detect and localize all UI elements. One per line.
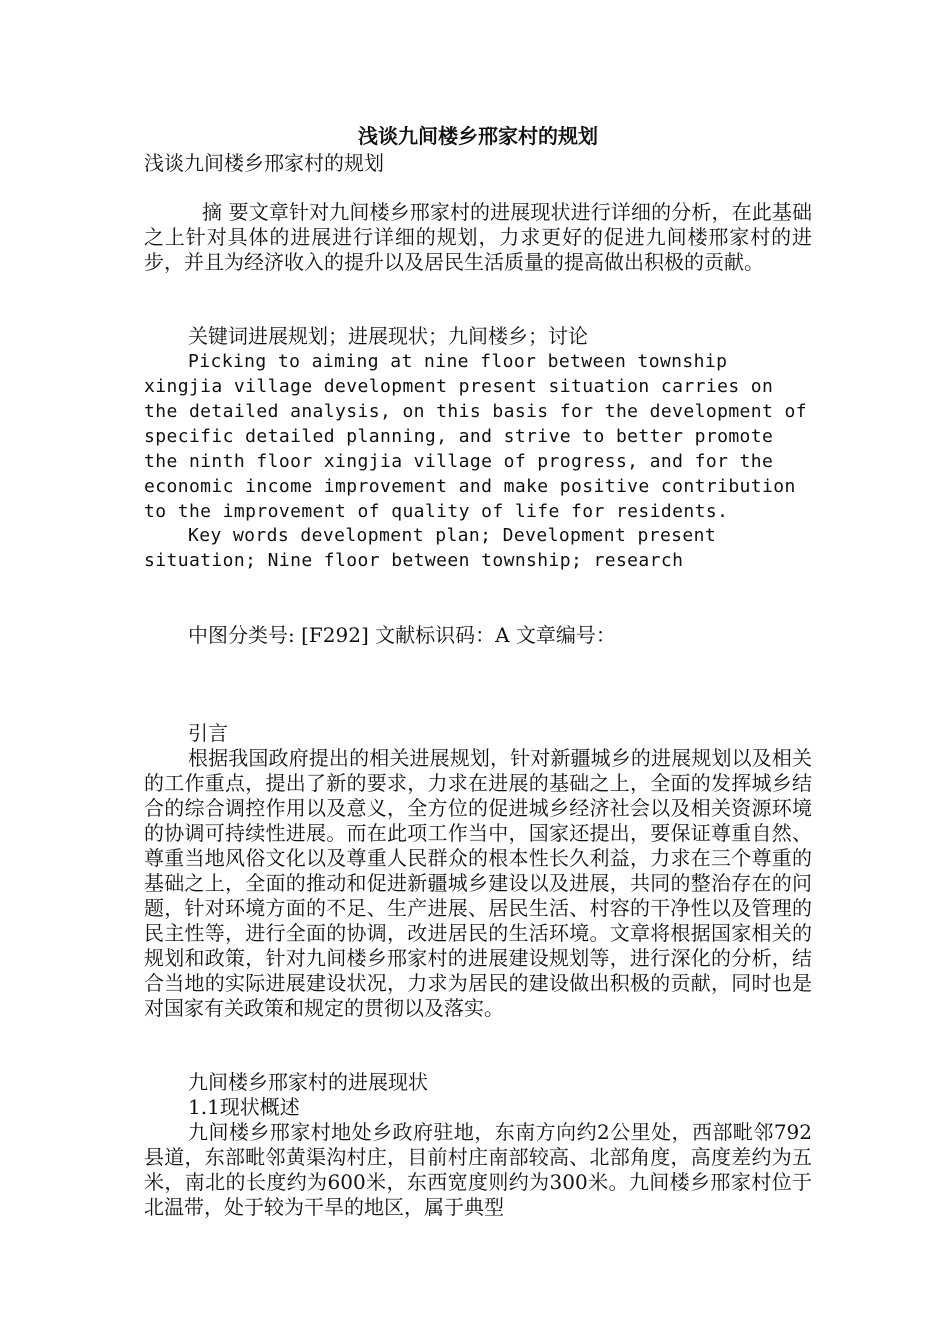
- abstract-paragraph: 摘 要文章针对九间楼乡邢家村的进展现状进行详细的分析，在此基础之上针对具体的进展进行详细的规划，力求更好的促进九间楼邢家村的进步，并且为经济收入的提升以及居民生活质量的提高做出积极的贡献。: [144, 200, 812, 274]
- intro-paragraph: 根据我国政府提出的相关进展规划，针对新疆城乡的进展规划以及相关的工作重点，提出了新的要求，力求在进展的基础之上，全面的发挥城乡结合的综合调控作用以及意义，全方位的促进城乡经济社会以及相关资源环境的协调可持续性进展。而在此项工作当中，国家还提出，要保证尊重自然、尊重当地风俗文化以及尊重人民群众的根本性长久利益，力求在三个尊重的基础之上，全面的推动和促进新疆城乡建设以及进展，共同的整治存在的问题，针对环境方面的不足、生产进展、居民生活、村容的干净性以及管理的民主性等，进行全面的协调，改进居民的生活环境。文章将根据国家相关的规划和政策，针对九间楼乡邢家村的进展建设规划等，进行深化的分析，结合当地的实际进展建设状况，力求为居民的建设做出积极的贡献，同时也是对国家有关政策和规定的贯彻以及落实。: [144, 746, 812, 1020]
- english-keywords-paragraph: Key words development plan; Development present situation; Nine floor between township; research: [144, 525, 717, 571]
- section-paragraph: 九间楼乡邢家村地处乡政府驻地，东南方向约2公里处，西部毗邻792县道，东部毗邻黄渠沟村庄，目前村庄南部较高、北部角度，高度差约为五米，南北的长度约为600米，东西宽度则约为300米。九间楼乡邢家村位于北温带，处于较为干旱的地区，属于典型: [144, 1120, 812, 1219]
- english-abstract-paragraph: Picking to aiming at nine floor between township xingjia village development present situation carries on the detailed analysis, on this basis for the development of specific detailed planning, and strive to better promote the ninth floor xingjia village of progress, and for the economic income improvement and make positive contribution to the improvement of quality of life for residents.: [144, 351, 807, 522]
- intro-heading: 引言: [188, 721, 228, 745]
- document-subtitle: 浅谈九间楼乡邢家村的规划: [144, 151, 384, 175]
- subsection-heading: 1.1现状概述: [188, 1095, 300, 1119]
- document-title: 浅谈九间楼乡邢家村的规划: [358, 124, 598, 148]
- keywords-line: 关键词进展规划；进展现状；九间楼乡；讨论: [188, 324, 588, 348]
- document-page: [144, 0, 812, 1344]
- section-heading: 九间楼乡邢家村的进展现状: [188, 1070, 428, 1094]
- classification-line: 中图分类号: [F292] 文献标识码：A 文章编号：: [188, 623, 616, 647]
